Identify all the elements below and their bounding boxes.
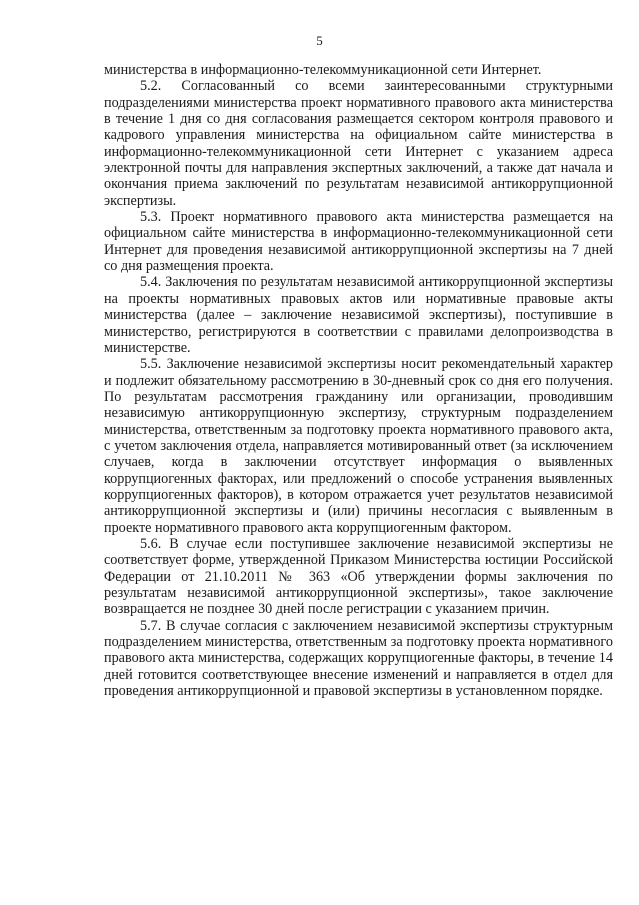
paragraph-5-6: 5.6. В случае если поступившее заключение независимой экспертизы не соответствует форме, утвержденной Приказом Министерства юстиции Российской Федерации от 21.10.2011 № 363 «Об утверждении формы заключения по результатам независимой антикоррупционной экспертизы», такое заключение возвращается не позднее 30 дней после регистрации с указанием причин. bbox=[104, 535, 613, 618]
paragraph-5-4: 5.4. Заключения по результатам независимой антикоррупционной экспертизы на проекты нормативных правовых актов или нормативные правовые акты министерства (далее – заключение независимой экспертизы), поступившие в министерство, регистрируются в соответствии с правилами делопроизводства в министерстве. bbox=[104, 274, 613, 356]
paragraph-5-2: 5.2. Согласованный со всеми заинтересованными структурными подразделениями министерства проект нормативного правового акта министерства в течение 1 дня со дня согласования размещается сектором контроля правового и кадрового управления министерства на официальном сайте министерства в информационно-телекоммуникационной сети Интернет с указанием адреса электронной почты для направления экспертных заключений, а также дат начала и окончания приема заключений по результатам независимой антикоррупционной экспертизы. bbox=[104, 78, 613, 209]
paragraph-5-5: 5.5. Заключение независимой экспертизы носит рекомендательный характер и подлежит обязательному рассмотрению в 30-дневный срок со дня его получения. По результатам рассмотрения гражданину или организации, проводившим независимую антикоррупционную экспертизу, структурным подразделением министерства, ответственным за подготовку проекта нормативного правового акта, с учетом заключения отдела, направляется мотивированный ответ (за исключением случаев, когда в заключении отсутствует информация о выявленных коррупциогенных факторах, или предложений о способе устранения выявленных коррупциогенных факторов), в котором отражается учет результатов независимой антикоррупционной экспертизы и (или) причины несогласия с выявленным в проекте нормативного правового акта коррупциогенным фактором. bbox=[104, 356, 613, 536]
document-body bbox=[104, 62, 613, 699]
page-number: 5 bbox=[316, 33, 323, 48]
paragraph-5-3: 5.3. Проект нормативного правового акта министерства размещается на официальном сайте министерства в информационно-телекоммуникационной сети Интернет для проведения независимой антикоррупционной экспертизы на 7 дней со дня размещения проекта. bbox=[104, 209, 613, 275]
paragraph-5-7: 5.7. В случае согласия с заключением независимой экспертизы структурным подразделением министерства, ответственным за подготовку проекта нормативного правового акта министерства, содержащих коррупциогенные факторы, в течение 14 дней готовится соответствующее внесение изменений и направляется в отдел для проведения антикоррупционной и правовой экспертизы в установленном порядке. bbox=[104, 617, 613, 700]
paragraph-continuation: министерства в информационно-телекоммуникационной сети Интернет. bbox=[104, 62, 542, 78]
